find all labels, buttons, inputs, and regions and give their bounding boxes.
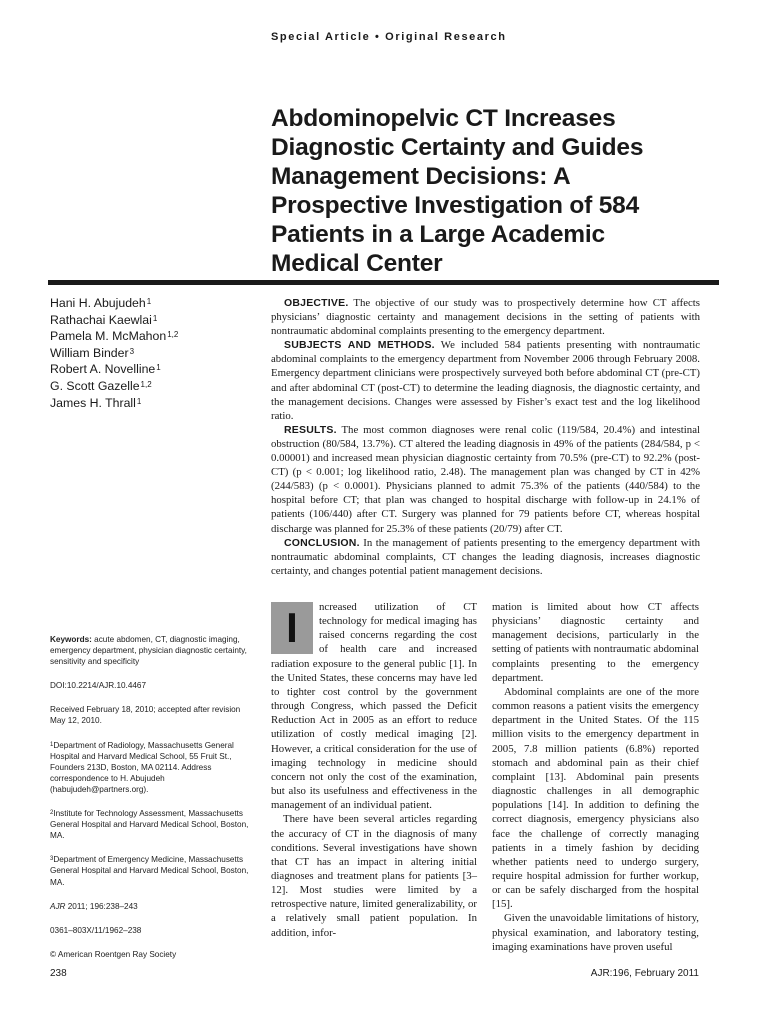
abstract-methods: SUBJECTS AND METHODS. We included 584 patients presenting with nontraumatic abdominal complaints to the emergency department from November 2006 through February 2008. Emergency department clinicians were prospectively surveyed both before abdominal CT (pre-CT) and after abdominal CT (post-CT) to determine the leading diagnosis, the diagnostic certainty, and the management decisions. Changes were assessed by Fisher’s exact test and the log likelihood ratio. — [271, 339, 701, 422]
body-paragraph: ncreased utilization of CT technology for medical imaging has raised concerns regarding the cost of health care and increased radiation exposure to the general public [1]. In the United States, these concerns may have led to tighter cost control by the government through Congress, which passed the Deficit Reduction Act in 2005 as an effort to reduce utilization of costly medical imaging [2]. However, a critical consideration for the use of imaging technology in medicine should concern not only the cost of the examination, but also its usefulness and effectiveness in the management of an individual patient. — [271, 601, 477, 812]
author: Rathachai Kaewlai$^1$ — [50, 312, 158, 327]
abstract-heading: OBJECTIVE. — [284, 297, 349, 309]
article-metadata — [50, 634, 255, 973]
author: Pamela M. McMahon$^{1,2}$ — [50, 329, 179, 344]
body-paragraph: Abdominal complaints are one of the more common reasons a patient visits the emergency department in the United States. Of the 115 million visits to the emergency department in 2005, 7.8 million patients (6.8%) reported stomach and abdominal pain as their chief complaint [13]. Abdominal pain presents diagnostic challenges in all demographic populations [14]. In addition to defining the correct diagnosis, emergency physicians also face the challenge of correctly managing patients in a timely fashion by deciding whether patients need to undergo surgery, require hospital admission for further workup, or can be safely discharged from the hospital [15]. — [492, 685, 699, 911]
abstract-heading: RESULTS. — [284, 423, 337, 436]
abstract-heading: SUBJECTS AND METHODS. — [284, 339, 435, 352]
body-paragraph: There have been several articles regarding the accuracy of CT in the diagnosis of many conditions. Several investigations have shown that CT has an impact in altering initial diagnoses and treatment plans for patients [3–12]. Most studies were limited by a retrospective nature, limited generalizability, or a relatively small patient population. In addition, infor- — [271, 813, 477, 939]
abstract-results: RESULTS. The most common diagnoses were renal colic (119/584, 20.4%) and intestinal obstruction (80/584, 13.7%). CT altered the leading diagnosis in 49% of the patients (284/584, p < 0.00001) and increased mean physician diagnostic certainty from 70.5% (pre-CT) to 92.2% (post-CT) (p < 0.001; log likelihood ratio, 2.48). The management plan was changed by CT in 42% (244/583) (p < 0.0001). Physicians planned to admit 75.3% of the patients (440/584) to the hospital before CT; that plan was changed to hospital discharge with follow-up in 24.1% of patients (106/440) after CT. Surgery was planned for 79 patients before CT, whereas hospital discharge was planned for 25.3% of these patients (20/79) after CT. — [271, 423, 700, 535]
abstract-conclusion: CONCLUSION. In the management of patients presenting to the emergency department with nontraumatic abdominal complaints, CT changes the leading diagnosis, increases diagnostic certainty, and changes potential patient management decisions. — [271, 536, 701, 577]
body-column-1 — [271, 600, 477, 940]
affiliation: $^2$Institute for Technology Assessment, Massachusetts General Hospital and Harvard Medical School, Boston, MA. — [50, 809, 249, 841]
body-column-2 — [492, 600, 699, 954]
author: Hani H. Abujudeh$^1$ — [50, 296, 152, 310]
affiliation: $^3$Department of Emergency Medicine, Massachusetts General Hospital and Harvard Medical School, Boston, MA. — [50, 855, 249, 887]
received-date: Received February 18, 2010; accepted after revision May 12, 2010. — [50, 705, 241, 726]
abstract-objective: OBJECTIVE. The objective of our study was to prospectively determine how CT affects physicians’ diagnostic certainty and management decisions in the setting of patients with nontraumatic abdominal complaints presenting to the emergency department. — [271, 297, 700, 338]
title-divider — [48, 280, 719, 285]
copyright: © American Roentgen Ray Society — [50, 949, 177, 959]
doi: DOI:10.2214/AJR.10.4467 — [50, 681, 147, 691]
section-label: Special Article • Original Research — [271, 31, 507, 43]
abstract-heading: CONCLUSION. — [284, 536, 360, 549]
author: Robert A. Novelline$^1$ — [50, 362, 161, 377]
author: James H. Thrall$^1$ — [50, 395, 142, 410]
issn: 0361–803X/11/1962–238 — [50, 925, 142, 935]
author: G. Scott Gazelle$^{1,2}$ — [50, 378, 152, 393]
author-list — [50, 295, 178, 411]
keywords: Keywords: acute abdomen, CT, diagnostic imaging, emergency department, physician diagnostic certainty, sensitivity and specificity — [50, 635, 247, 667]
abstract — [271, 296, 700, 578]
drop-cap: I — [271, 602, 313, 654]
article-title: Abdominopelvic CT Increases Diagnostic Certainty and Guides Management Decisions: A Prospective Investigation of 584 Patients in a Large Academic Medical Center — [271, 105, 644, 277]
body-paragraph: Given the unavoidable limitations of history, physical examination, and laboratory testing, imaging examinations have proven useful — [492, 912, 699, 953]
journal-footer: AJR:196, February 2011 — [590, 968, 699, 979]
page-number: 238 — [50, 968, 67, 979]
affiliation: $^1$Department of Radiology, Massachusetts General Hospital and Harvard Medical School, 55 Fruit St., Founders 213D, Boston, MA 02114. Address correspondence to H. Abujudeh (habujudeh@partners.org). — [50, 740, 234, 794]
body-paragraph: mation is limited about how CT affects physicians’ diagnostic certainty and management decisions, particularly in the setting of patients with nontraumatic abdominal complaints presenting to the emergency department. — [492, 601, 699, 684]
citation: AJR 2011; 196:238–243 — [50, 901, 138, 911]
author: William Binder$^3$ — [50, 345, 135, 360]
